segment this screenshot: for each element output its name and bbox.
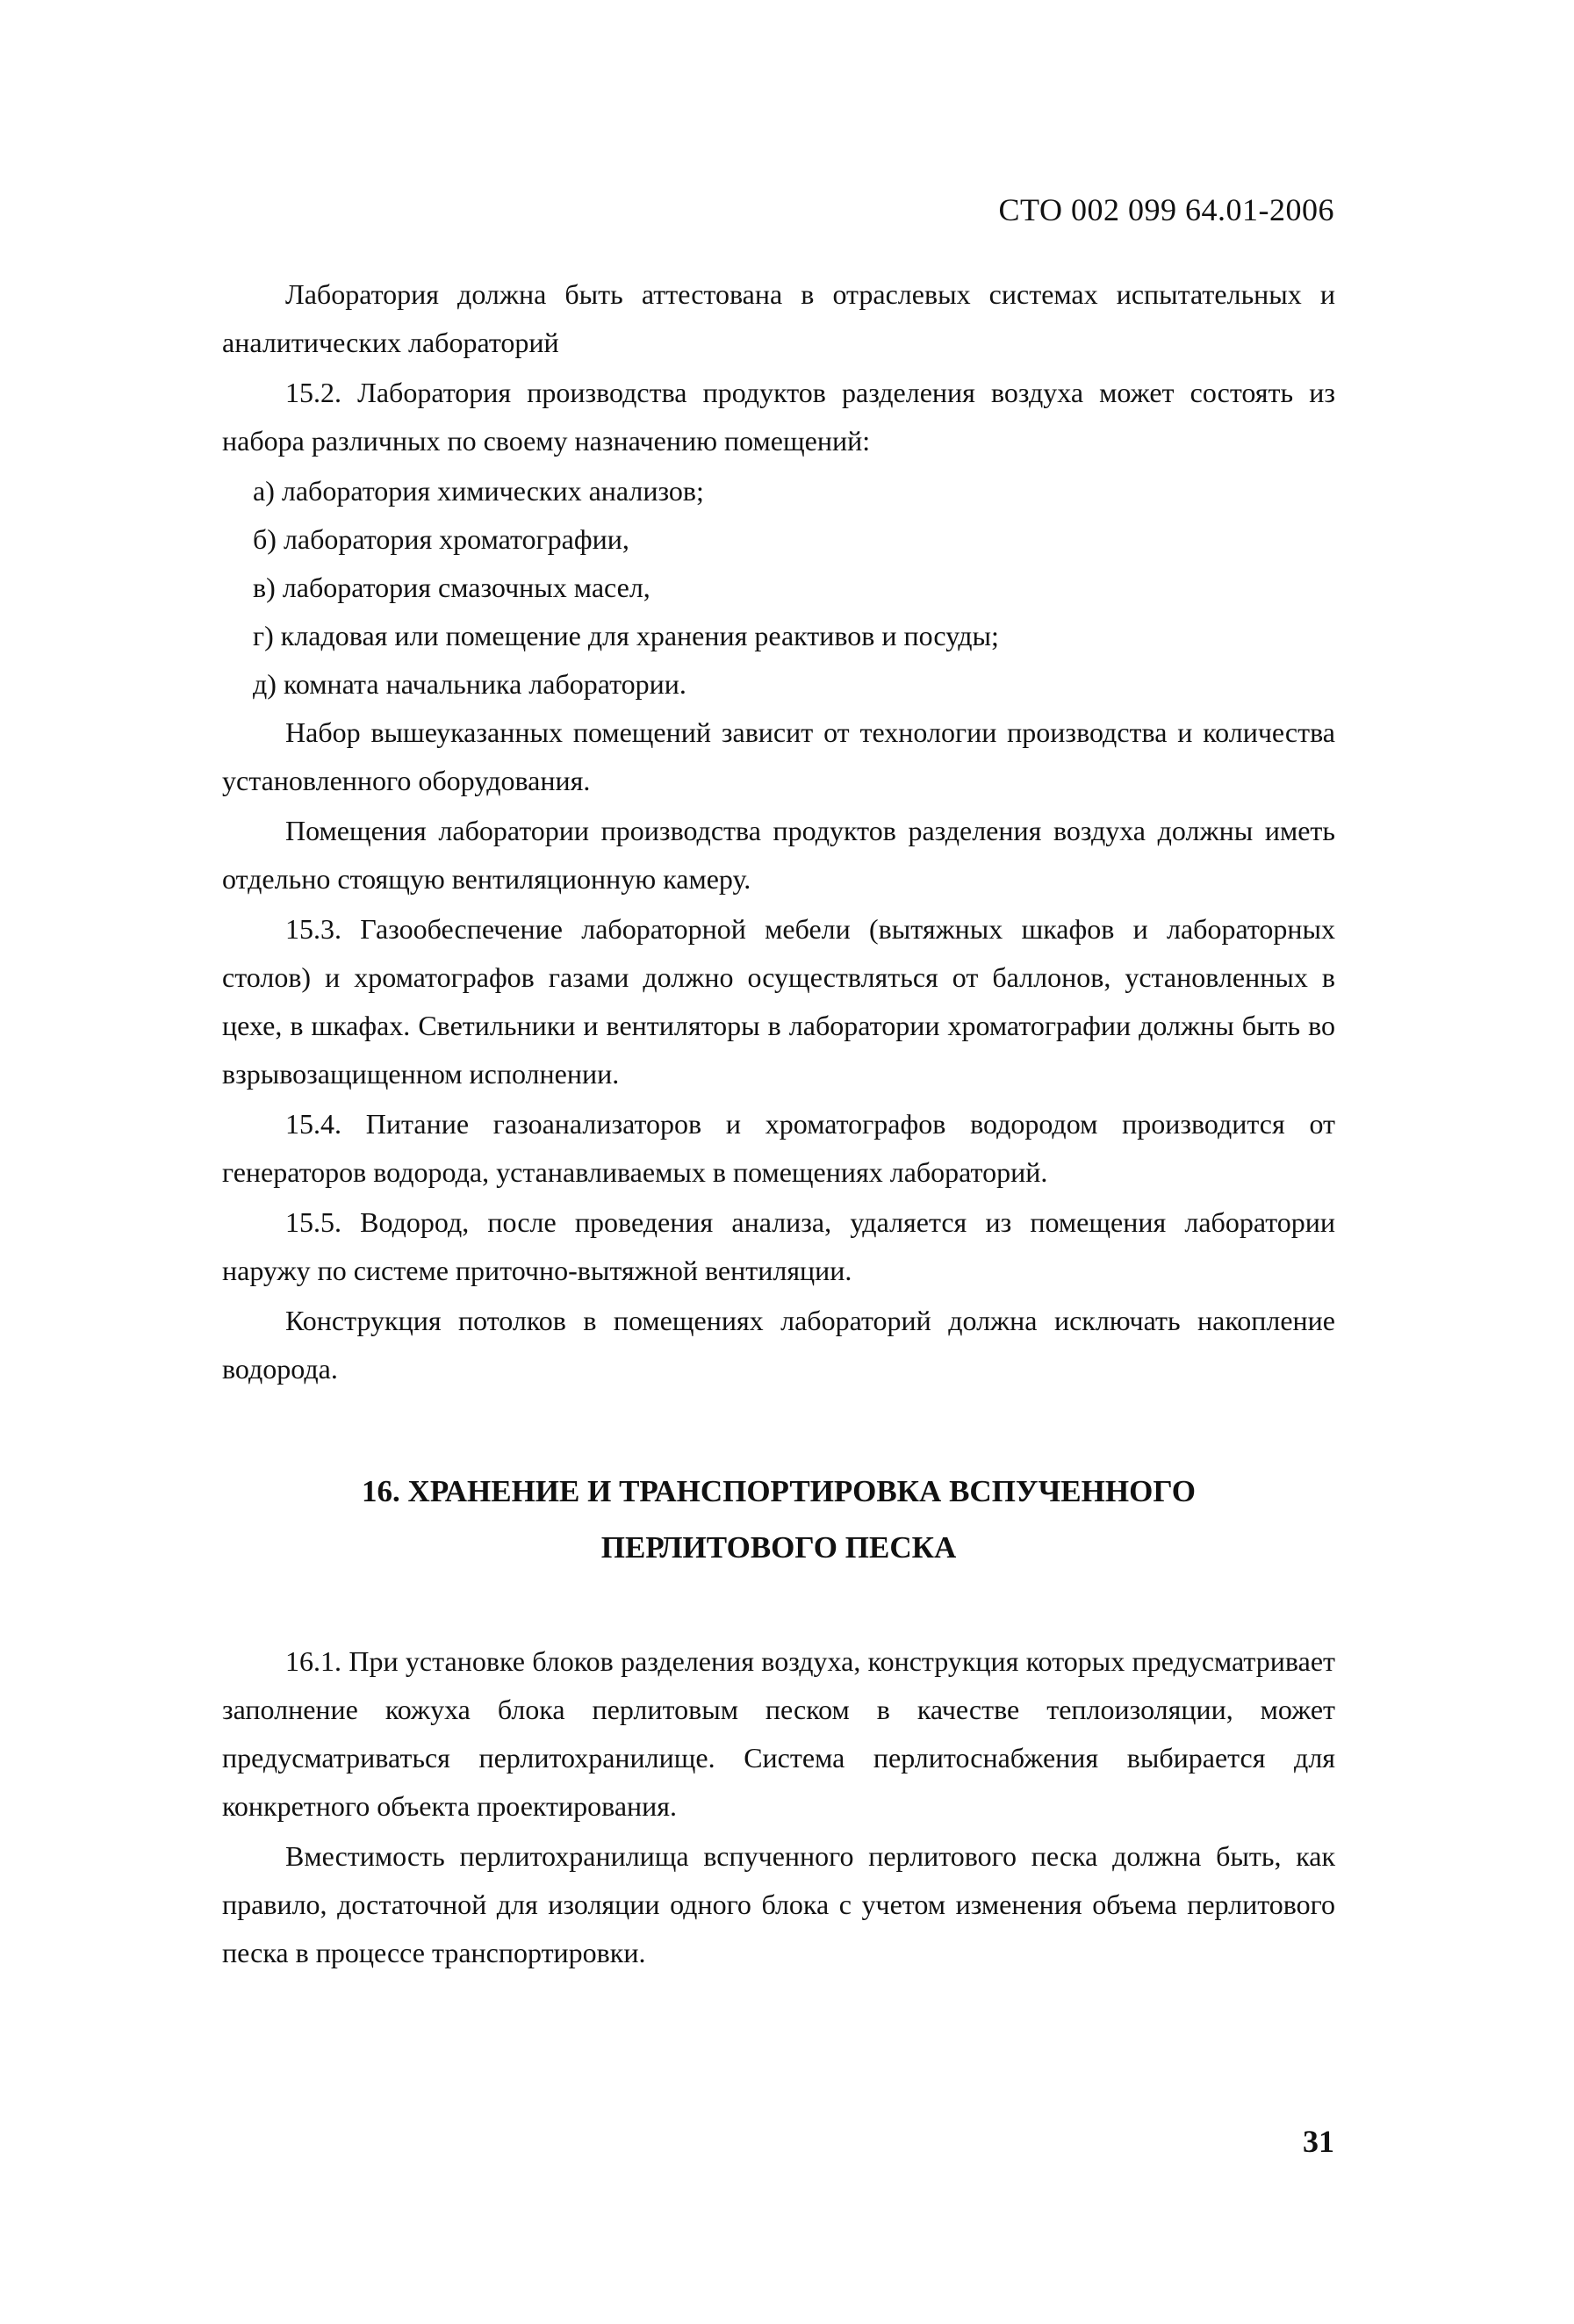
section-16-heading bbox=[222, 1464, 1335, 1576]
paragraph-room-set: Набор вышеуказанных помещений зависит от технологии производства и количества установленного оборудования. bbox=[222, 716, 1335, 796]
paragraph-lab-attestation: Лаборатория должна быть аттестована в отраслевых системах испытательных и аналитических лабораторий bbox=[222, 278, 1335, 358]
paragraph-ventilation-chamber: Помещения лаборатории производства продуктов разделения воздуха должны иметь отдельно стоящую вентиляционную камеру. bbox=[222, 815, 1335, 895]
paragraph-perlite-capacity: Вместимость перлитохранилища вспученного перлитового песка должна быть, как правило, достаточной для изоляции одного блока с учетом изменения объема перлитового песка в процессе транспортировки. bbox=[222, 1840, 1335, 1968]
list-item: а) лаборатория химических анализов; bbox=[253, 475, 704, 507]
page-body bbox=[222, 270, 1335, 1979]
paragraph-15-2: 15.2. Лаборатория производства продуктов разделения воздуха может состоять из набора различных по своему назначению помещений: bbox=[222, 377, 1335, 457]
paragraph-ceiling-construction: Конструкция потолков в помещениях лабораторий должна исключать накопление водорода. bbox=[222, 1305, 1335, 1385]
section-16-heading-line1: 16. ХРАНЕНИЕ И ТРАНСПОРТИРОВКА ВСПУЧЕННОГО bbox=[362, 1474, 1196, 1508]
section-16-heading-line2: ПЕРЛИТОВОГО ПЕСКА bbox=[600, 1530, 957, 1565]
list-item: в) лаборатория смазочных масел, bbox=[253, 572, 650, 603]
paragraph-15-5: 15.5. Водород, после проведения анализа, удаляется из помещения лаборатории наружу по системе приточно-вытяжной вентиляции. bbox=[222, 1206, 1335, 1286]
page-number: 31 bbox=[1303, 2124, 1334, 2159]
list-item: д) комната начальника лаборатории. bbox=[253, 668, 686, 700]
paragraph-16-1: 16.1. При установке блоков разделения воздуха, конструкция которых предусматривает заполнение кожуха блока перлитовым песком в качестве теплоизоляции, может предусматриваться перлитохранилище. Система перлитоснабжения выбирается для конкретного объекта проектирования. bbox=[222, 1645, 1335, 1822]
list-item: б) лаборатория хроматографии, bbox=[253, 523, 629, 555]
document-code: СТО 002 099 64.01-2006 bbox=[998, 192, 1334, 227]
list-lab-rooms bbox=[222, 467, 1335, 709]
paragraph-15-4: 15.4. Питание газоанализаторов и хроматографов водородом производится от генераторов водорода, устанавливаемых в помещениях лабораторий. bbox=[222, 1108, 1335, 1188]
paragraph-15-3: 15.3. Газообеспечение лабораторной мебели (вытяжных шкафов и лабораторных столов) и хроматографов газами должно осуществляться от баллонов, установленных в цехе, в шкафах. Светильники и вентиляторы в лаборатории хроматографии должны быть во взрывозащищенном исполнении. bbox=[222, 913, 1335, 1090]
list-item: г) кладовая или помещение для хранения реактивов и посуды; bbox=[253, 620, 999, 651]
